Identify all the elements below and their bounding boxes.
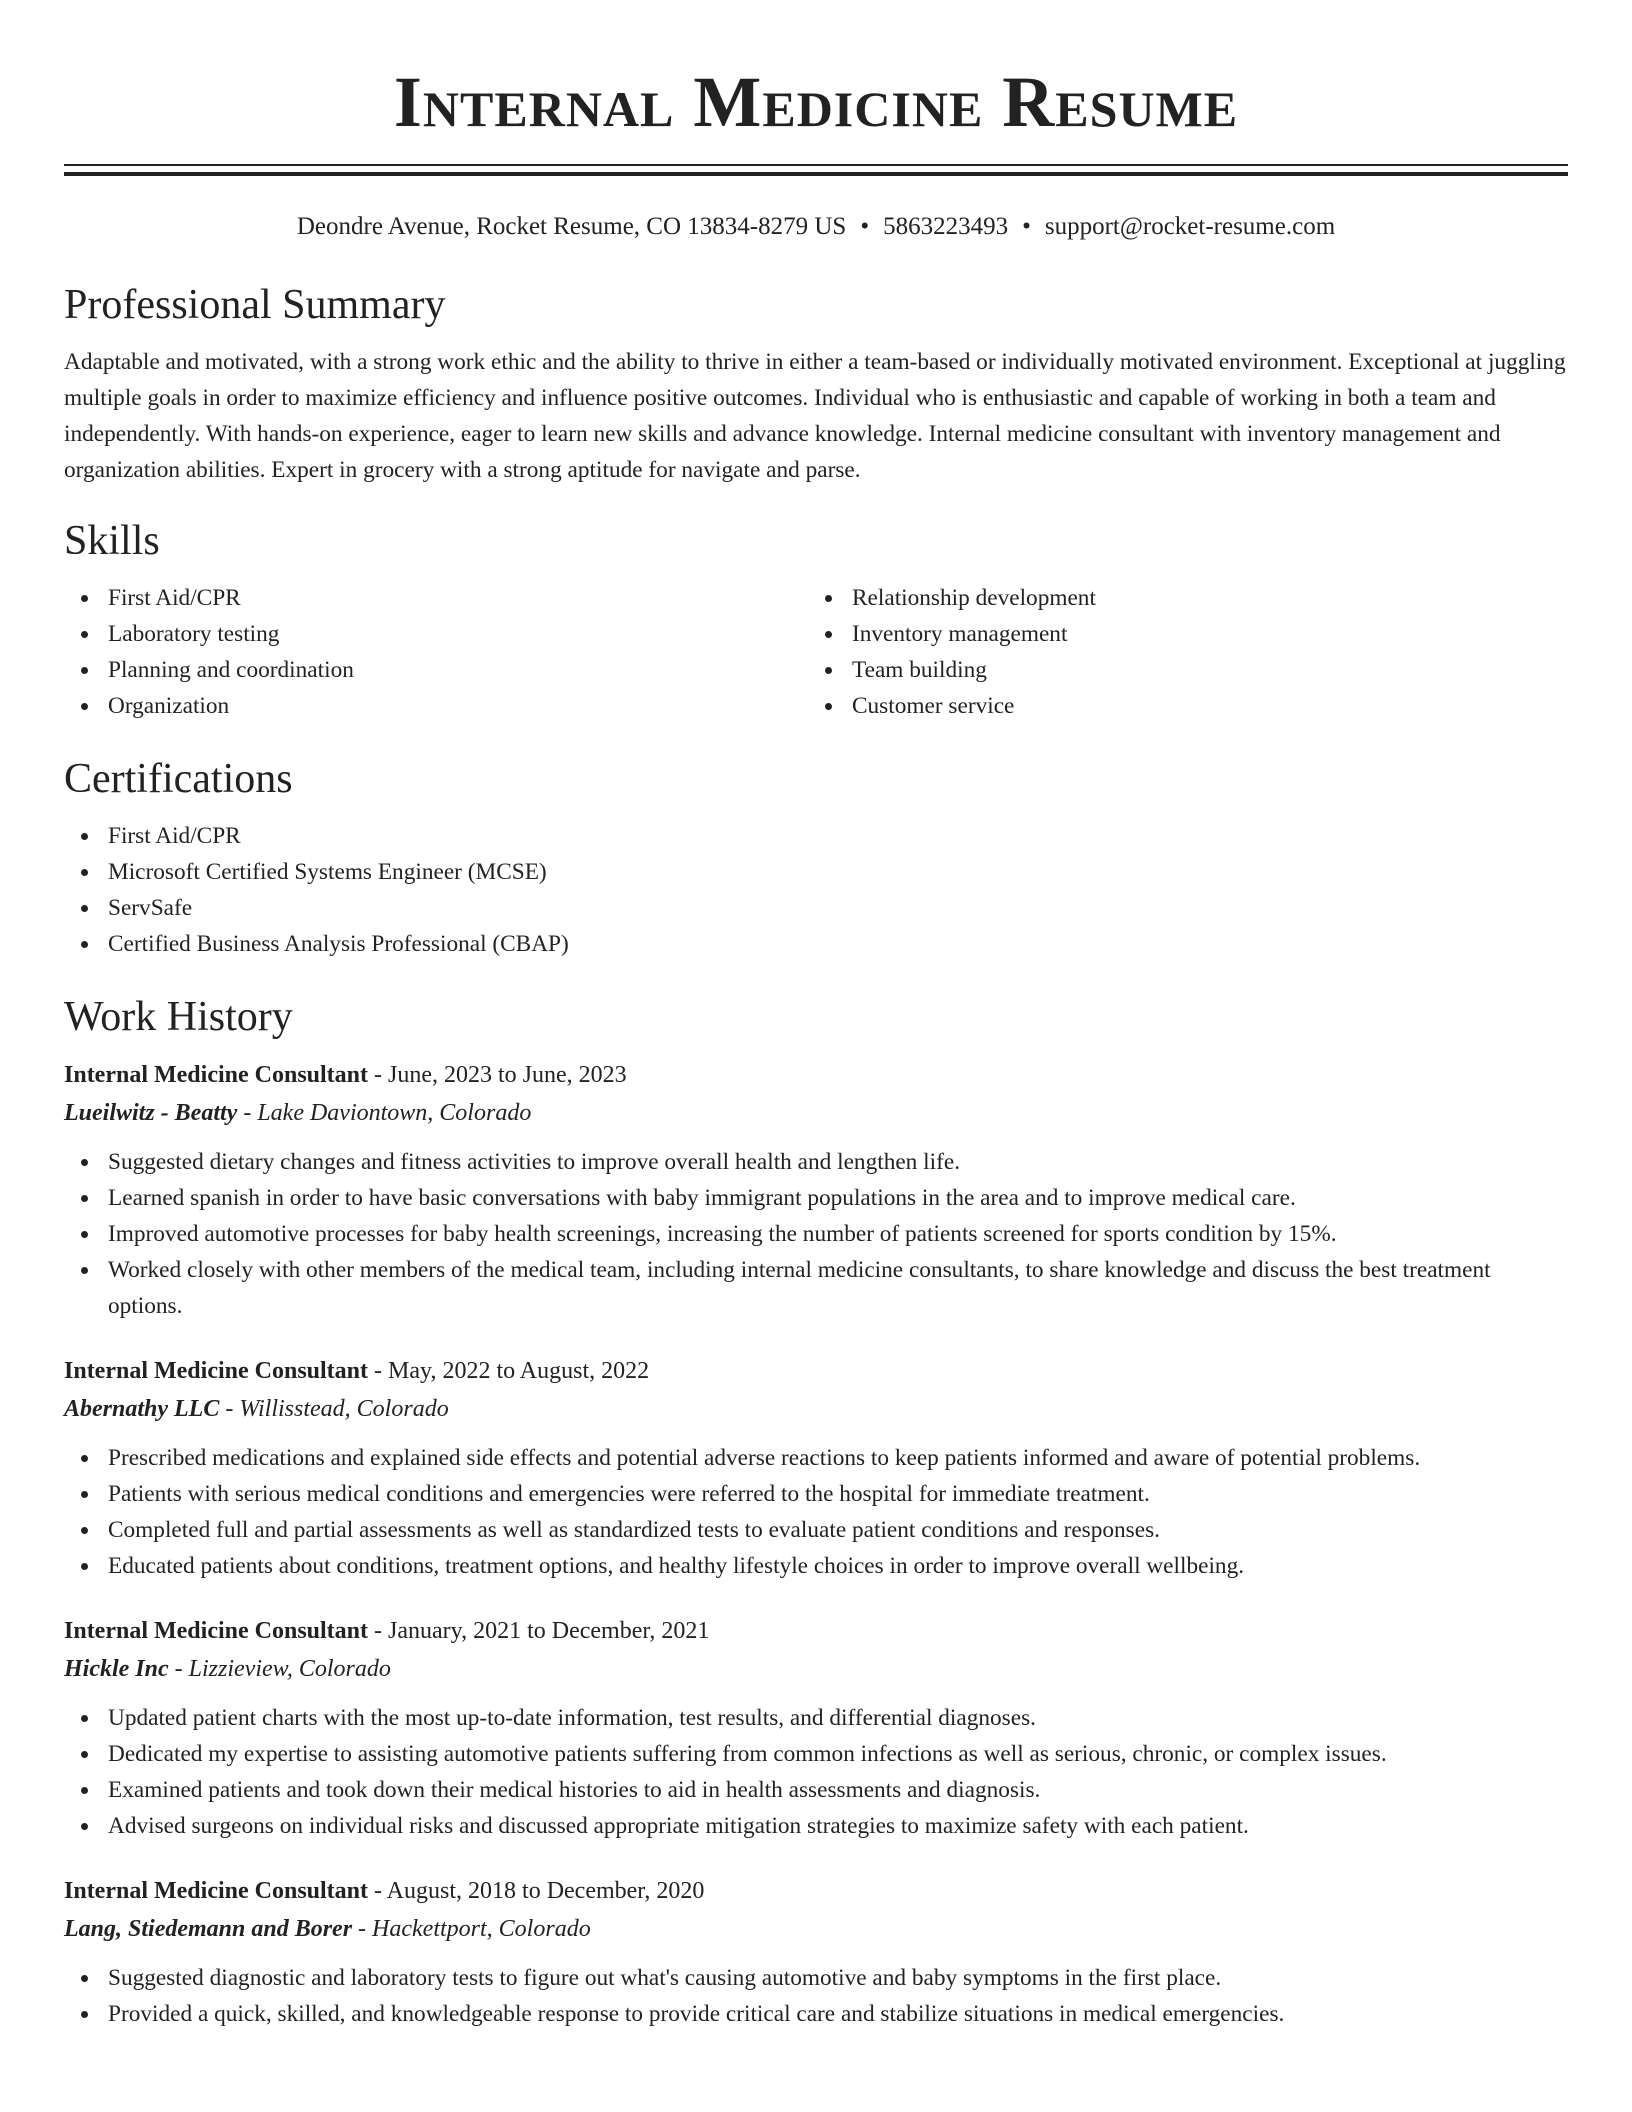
job-duties-list xyxy=(64,1700,1568,1844)
skill-item: Organization xyxy=(64,688,808,724)
work-history-heading: Work History xyxy=(64,994,293,1040)
job-entry xyxy=(64,1056,1568,1324)
job-location: - Lake Daviontown, Colorado xyxy=(237,1100,532,1126)
job-company: Lang, Stiedemann and Borer xyxy=(64,1916,353,1942)
certification-item: First Aid/CPR xyxy=(64,818,1568,854)
certification-item: Microsoft Certified Systems Engineer (MCSE) xyxy=(64,854,1568,890)
contact-phone: 5863223493 xyxy=(883,213,1009,240)
contact-address: Deondre Avenue, Rocket Resume, CO 13834-8279 US xyxy=(296,213,847,240)
job-title: Internal Medicine Consultant xyxy=(64,1358,369,1384)
certification-item: Certified Business Analysis Professional (CBAP) xyxy=(64,926,1568,962)
skill-item: Customer service xyxy=(808,688,1552,724)
skill-item: Planning and coordination xyxy=(64,652,808,688)
job-entry xyxy=(64,1872,1568,2032)
job-duty-item: Patients with serious medical conditions and emergencies were referred to the hospital for immediate treatment. xyxy=(64,1476,1568,1512)
certification-item: ServSafe xyxy=(64,890,1568,926)
certifications-heading: Certifications xyxy=(64,756,293,802)
job-title: Internal Medicine Consultant xyxy=(64,1062,369,1088)
certifications-list xyxy=(64,818,1568,962)
job-duty-item: Completed full and partial assessments as well as standardized tests to evaluate patient conditions and responses. xyxy=(64,1512,1568,1548)
contact-separator: • xyxy=(1022,213,1031,240)
summary-text: Adaptable and motivated, with a strong work ethic and the ability to thrive in either a team-based or individually motivated environment. Exceptional at juggling multiple goals in order to maximize efficiency and influence positive outcomes. Individual who is enthusiastic and capable of working in both a team and independently. With hands-on experience, eager to learn new skills and advance knowledge. Internal medicine consultant with inventory management and organization abilities. Expert in grocery with a strong aptitude for navigate and parse. xyxy=(64,349,1566,483)
job-title-line xyxy=(64,1056,1568,1094)
skill-item: Relationship development xyxy=(808,580,1552,616)
job-company-line xyxy=(64,1650,1568,1688)
job-duty-item: Prescribed medications and explained side effects and potential adverse reactions to keep patients informed and aware of potential problems. xyxy=(64,1440,1568,1476)
skills-list-left xyxy=(64,580,808,724)
summary-section xyxy=(64,280,1568,488)
skill-item: First Aid/CPR xyxy=(64,580,808,616)
job-company-line xyxy=(64,1910,1568,1948)
skill-item: Laboratory testing xyxy=(64,616,808,652)
contact-separator: • xyxy=(860,213,870,240)
job-dates: - January, 2021 to December, 2021 xyxy=(368,1618,710,1644)
job-duties-list xyxy=(64,1144,1568,1324)
job-duty-item: Worked closely with other members of the medical team, including internal medicine consultants, to share knowledge and discuss the best treatment options. xyxy=(64,1252,1568,1324)
job-duty-item: Improved automotive processes for baby health screenings, increasing the number of patients screened for sports condition by 15%. xyxy=(64,1216,1568,1252)
job-duty-item: Educated patients about conditions, treatment options, and healthy lifestyle choices in order to improve overall wellbeing. xyxy=(64,1548,1568,1584)
job-entry xyxy=(64,1612,1568,1844)
job-duty-item: Dedicated my expertise to assisting automotive patients suffering from common infections as well as serious, chronic, or complex issues. xyxy=(64,1736,1568,1772)
job-duty-item: Provided a quick, skilled, and knowledgeable response to provide critical care and stabilize situations in medical emergencies. xyxy=(64,1996,1568,2032)
job-duties-list xyxy=(64,1440,1568,1584)
job-entry xyxy=(64,1352,1568,1584)
skill-item: Inventory management xyxy=(808,616,1552,652)
job-location: - Hackettport, Colorado xyxy=(352,1916,591,1942)
job-duties-list xyxy=(64,1960,1568,2032)
skills-section xyxy=(64,516,1568,724)
job-dates: - June, 2023 to June, 2023 xyxy=(368,1062,627,1088)
resume-page xyxy=(64,0,1568,2032)
job-title-line xyxy=(64,1352,1568,1390)
job-company-line xyxy=(64,1390,1568,1428)
contact-email: support@rocket-resume.com xyxy=(1044,213,1336,240)
job-duty-item: Suggested dietary changes and fitness activities to improve overall health and lengthen life. xyxy=(64,1144,1568,1180)
job-dates: - August, 2018 to December, 2020 xyxy=(368,1878,705,1904)
title-divider-thick xyxy=(64,172,1568,176)
job-duty-item: Updated patient charts with the most up-to-date information, test results, and differential diagnoses. xyxy=(64,1700,1568,1736)
job-company: Hickle Inc xyxy=(64,1656,169,1682)
job-location: - Lizzieview, Colorado xyxy=(168,1656,391,1682)
job-duty-item: Examined patients and took down their medical histories to aid in health assessments and diagnosis. xyxy=(64,1772,1568,1808)
job-dates: - May, 2022 to August, 2022 xyxy=(368,1358,650,1384)
resume-title: Internal Medicine Resume xyxy=(393,62,1239,142)
job-duty-item: Suggested diagnostic and laboratory tests to figure out what's causing automotive and baby symptoms in the first place. xyxy=(64,1960,1568,1996)
skills-columns xyxy=(64,580,1568,724)
summary-heading: Professional Summary xyxy=(64,282,446,328)
job-company-line xyxy=(64,1094,1568,1132)
job-title: Internal Medicine Consultant xyxy=(64,1878,369,1904)
job-duty-item: Learned spanish in order to have basic conversations with baby immigrant populations in the area and to improve medical care. xyxy=(64,1180,1568,1216)
skill-item: Team building xyxy=(808,652,1552,688)
work-history-section xyxy=(64,992,1568,2032)
skills-list-right xyxy=(808,580,1552,724)
job-title: Internal Medicine Consultant xyxy=(64,1618,369,1644)
job-company: Abernathy LLC xyxy=(64,1396,220,1422)
job-title-line xyxy=(64,1612,1568,1650)
job-location: - Willisstead, Colorado xyxy=(219,1396,449,1422)
job-company: Lueilwitz - Beatty xyxy=(64,1100,238,1126)
certifications-section xyxy=(64,754,1568,962)
skills-heading: Skills xyxy=(64,518,160,564)
job-duty-item: Advised surgeons on individual risks and discussed appropriate mitigation strategies to maximize safety with each patient. xyxy=(64,1808,1568,1844)
job-title-line xyxy=(64,1872,1568,1910)
contact-line xyxy=(64,212,1568,242)
